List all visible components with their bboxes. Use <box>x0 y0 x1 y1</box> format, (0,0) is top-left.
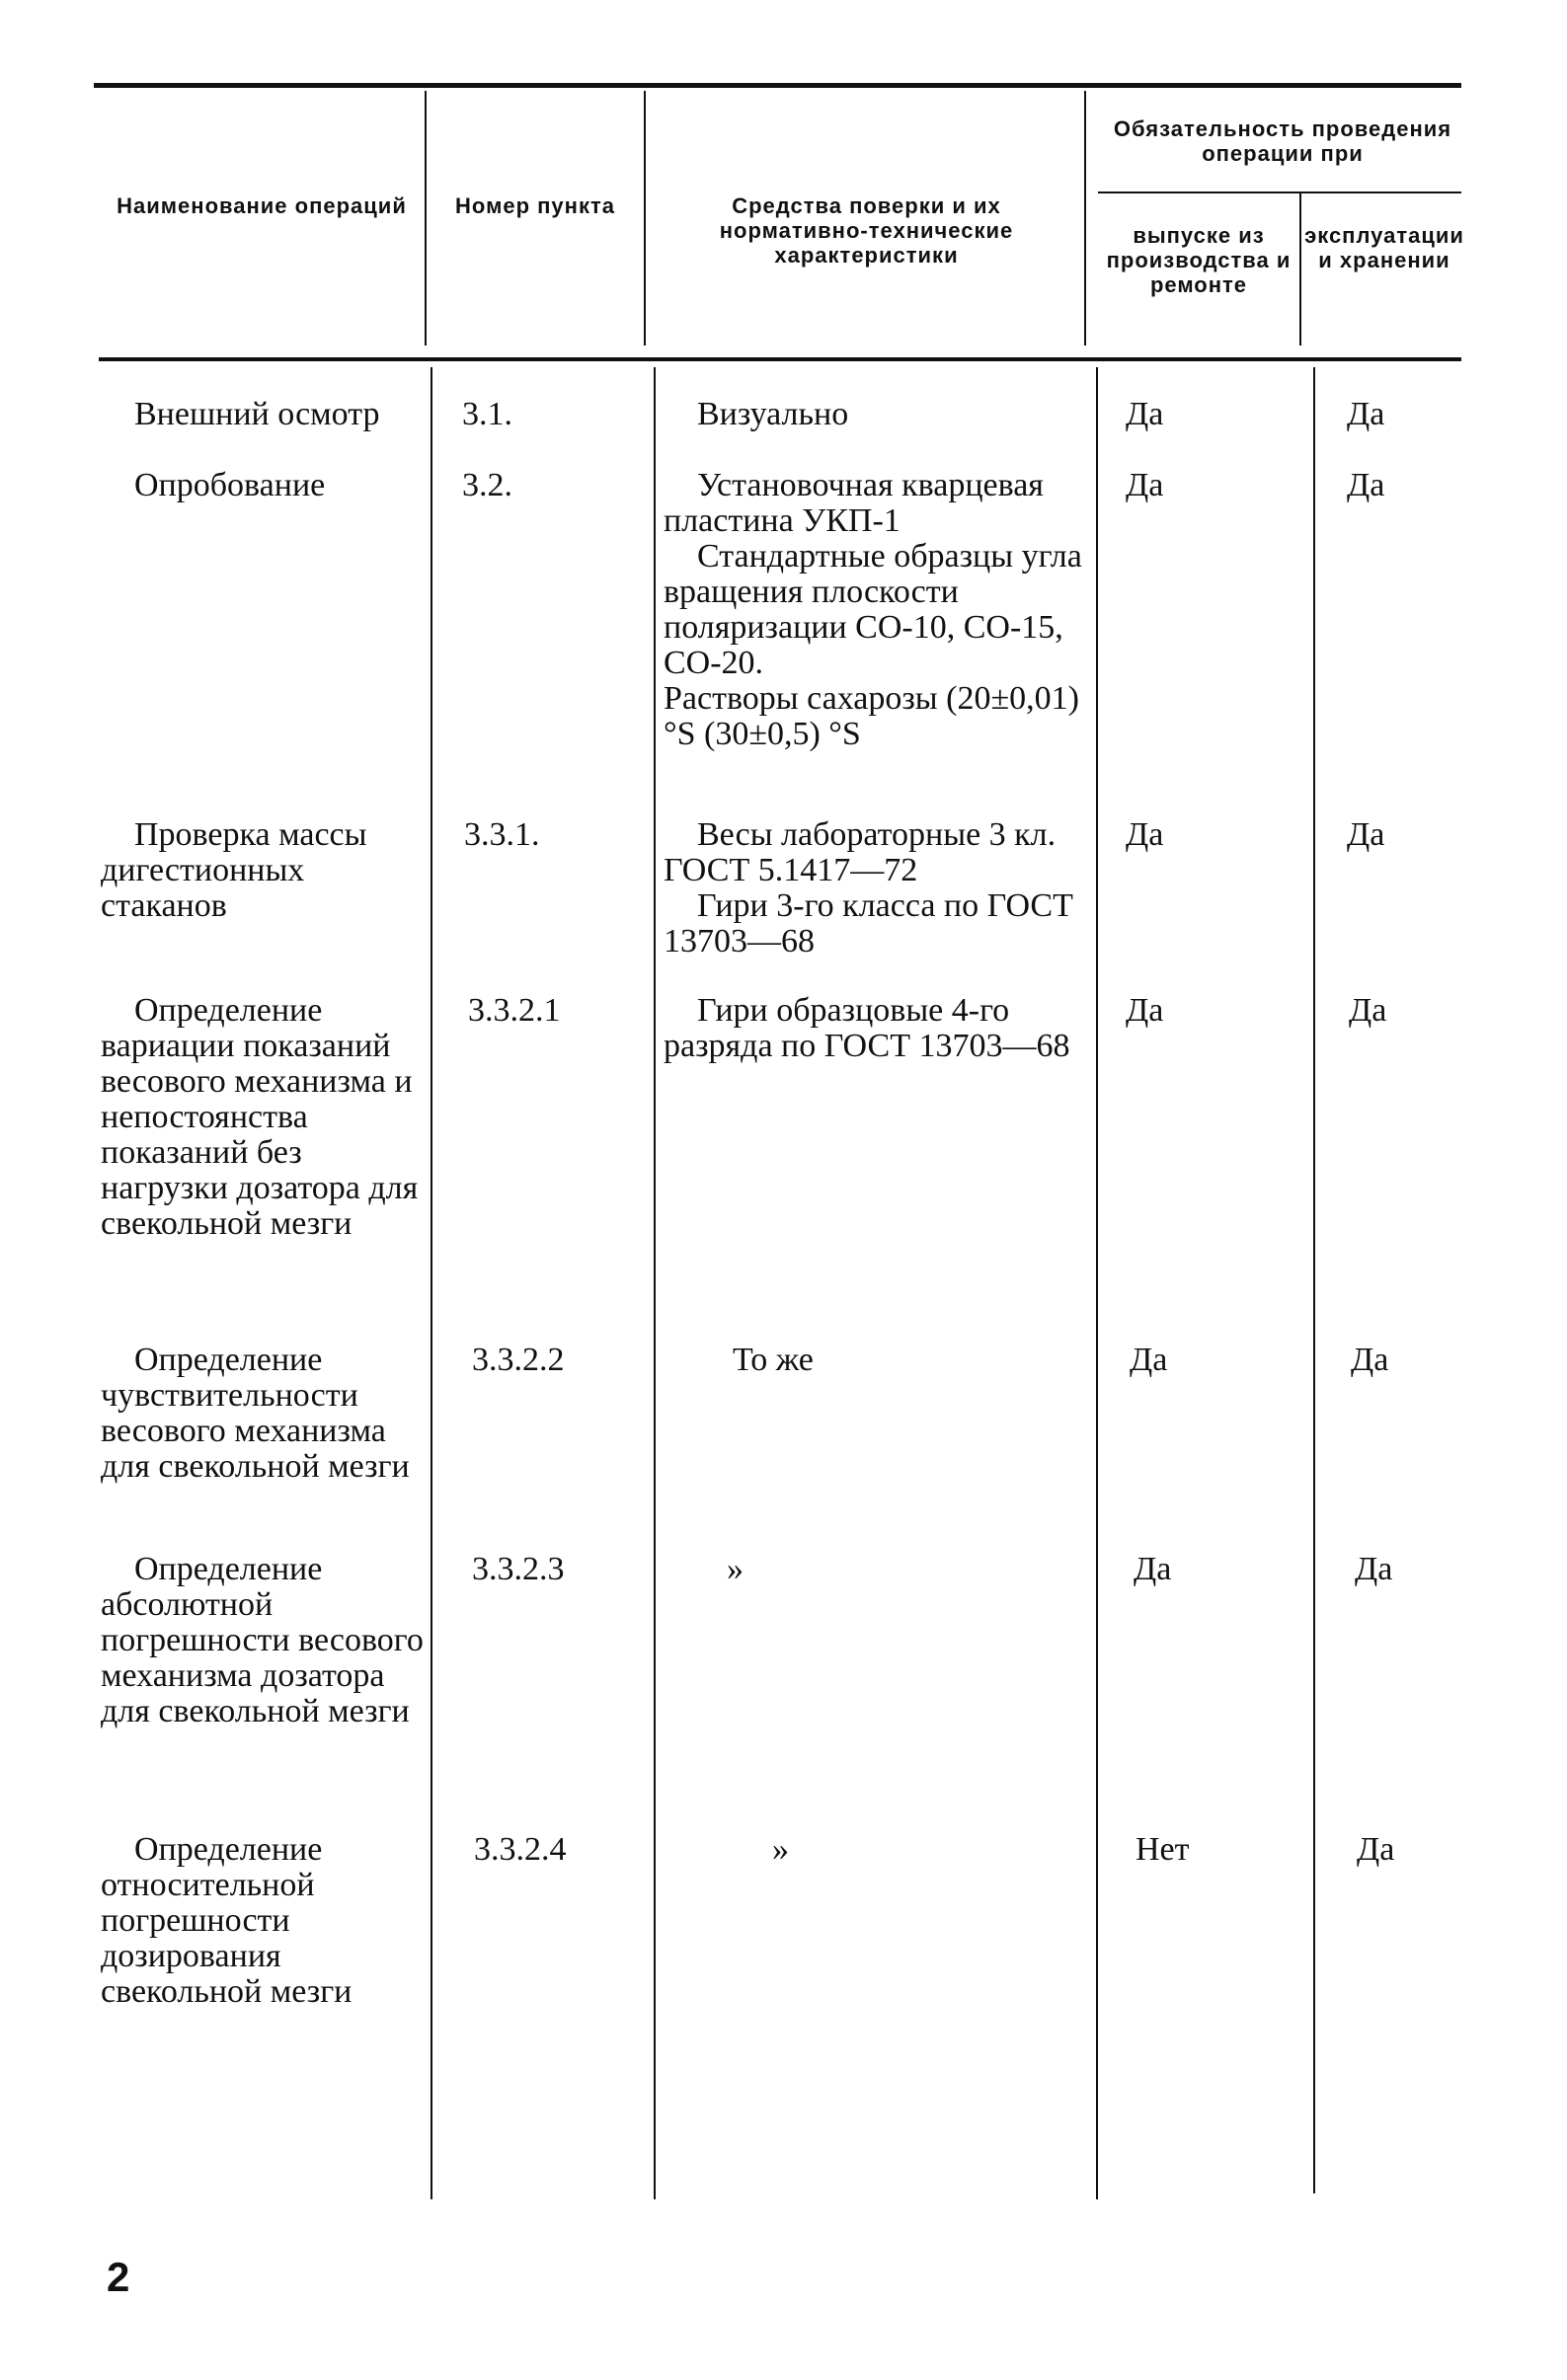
row-operation-name: Проверка массы дигестионных стаканов <box>101 816 367 924</box>
means-line: » <box>727 1551 744 1587</box>
row-operation-name: Внешний осмотр <box>134 396 380 432</box>
header-obligatory: Обязательность проведения операции при <box>1113 116 1452 166</box>
header-sub-rule <box>1098 192 1461 193</box>
row-release-value: Да <box>1134 1551 1172 1587</box>
page-number: 2 <box>107 2254 130 2300</box>
column-divider <box>644 91 646 345</box>
row-release-value: Да <box>1126 467 1164 503</box>
row-means <box>727 1552 1151 1587</box>
row-item-number: 3.3.2.4 <box>474 1831 567 1868</box>
row-operation-name: Опробование <box>134 467 326 503</box>
row-operation-value: Да <box>1347 467 1385 503</box>
row-item-number: 3.3.2.3 <box>472 1551 565 1587</box>
column-divider <box>425 91 427 345</box>
header-release-repair: выпуске из производства и ремонте <box>1106 223 1292 297</box>
means-line: Стандартные образцы угла вращения плоскости поляризации СО-10, СО-15, СО-20. <box>664 538 1082 681</box>
row-operation-value: Да <box>1357 1831 1395 1868</box>
row-item-number: 3.2. <box>462 467 512 503</box>
row-operation-value: Да <box>1347 396 1385 432</box>
means-line: Гири 3-го класса по ГОСТ 13703—68 <box>664 887 1073 960</box>
row-means <box>664 993 1088 1064</box>
means-line: Установочная кварцевая пластина УКП-1 <box>664 467 1044 539</box>
row-operation-name: Определение чувствительности весового механизма для свекольной мезги <box>101 1342 410 1485</box>
row-operation-name: Определение вариации показаний весового механизма и непостоянства показаний без нагрузки дозатора для свекольной мезги <box>101 992 419 1242</box>
column-divider <box>1084 91 1086 345</box>
row-release-value: Да <box>1126 816 1164 853</box>
row-release-value: Да <box>1130 1342 1168 1378</box>
header-operation-name: Наименование операций <box>117 193 407 218</box>
means-line: Визуально <box>697 396 849 432</box>
column-divider <box>1096 367 1098 2199</box>
row-item-number: 3.3.2.1 <box>468 992 561 1029</box>
means-line: То же <box>733 1342 814 1378</box>
row-means <box>733 1343 1157 1378</box>
row-means <box>697 397 1122 432</box>
row-operation-value: Да <box>1351 1342 1389 1378</box>
row-means <box>664 817 1088 960</box>
row-means <box>772 1832 1197 1868</box>
row-release-value: Да <box>1126 992 1164 1029</box>
row-means <box>664 468 1088 752</box>
means-line: Растворы сахарозы (20±0,01) °S (30±0,5) °S <box>664 680 1079 752</box>
column-divider <box>1313 367 1315 2193</box>
row-operation-value: Да <box>1355 1551 1393 1587</box>
row-item-number: 3.1. <box>462 396 512 432</box>
row-item-number: 3.3.1. <box>464 816 540 853</box>
means-line: » <box>772 1831 789 1868</box>
means-line: Весы лабораторные 3 кл. ГОСТ 5.1417—72 <box>664 816 1057 888</box>
column-divider <box>431 367 432 2199</box>
row-operation-value: Да <box>1349 992 1387 1029</box>
row-release-value: Нет <box>1136 1831 1190 1868</box>
header-bottom-rule <box>99 357 1461 361</box>
header-operation-storage: эксплуатации и хранении <box>1304 223 1464 272</box>
means-line: Гири образцовые 4-го разряда по ГОСТ 13703—68 <box>664 992 1070 1064</box>
header-item-number: Номер пункта <box>455 193 615 218</box>
row-operation-name: Определение относительной погрешности дозирования свекольной мезги <box>101 1831 353 2010</box>
row-operation-name: Определение абсолютной погрешности весового механизма дозатора для свекольной мезги <box>101 1551 424 1729</box>
table-top-rule <box>94 83 1461 88</box>
row-item-number: 3.3.2.2 <box>472 1342 565 1378</box>
row-release-value: Да <box>1126 396 1164 432</box>
row-operation-value: Да <box>1347 816 1385 853</box>
column-divider <box>654 367 656 2199</box>
header-verification-means: Средства поверки и их нормативно-технические характеристики <box>719 193 1014 268</box>
